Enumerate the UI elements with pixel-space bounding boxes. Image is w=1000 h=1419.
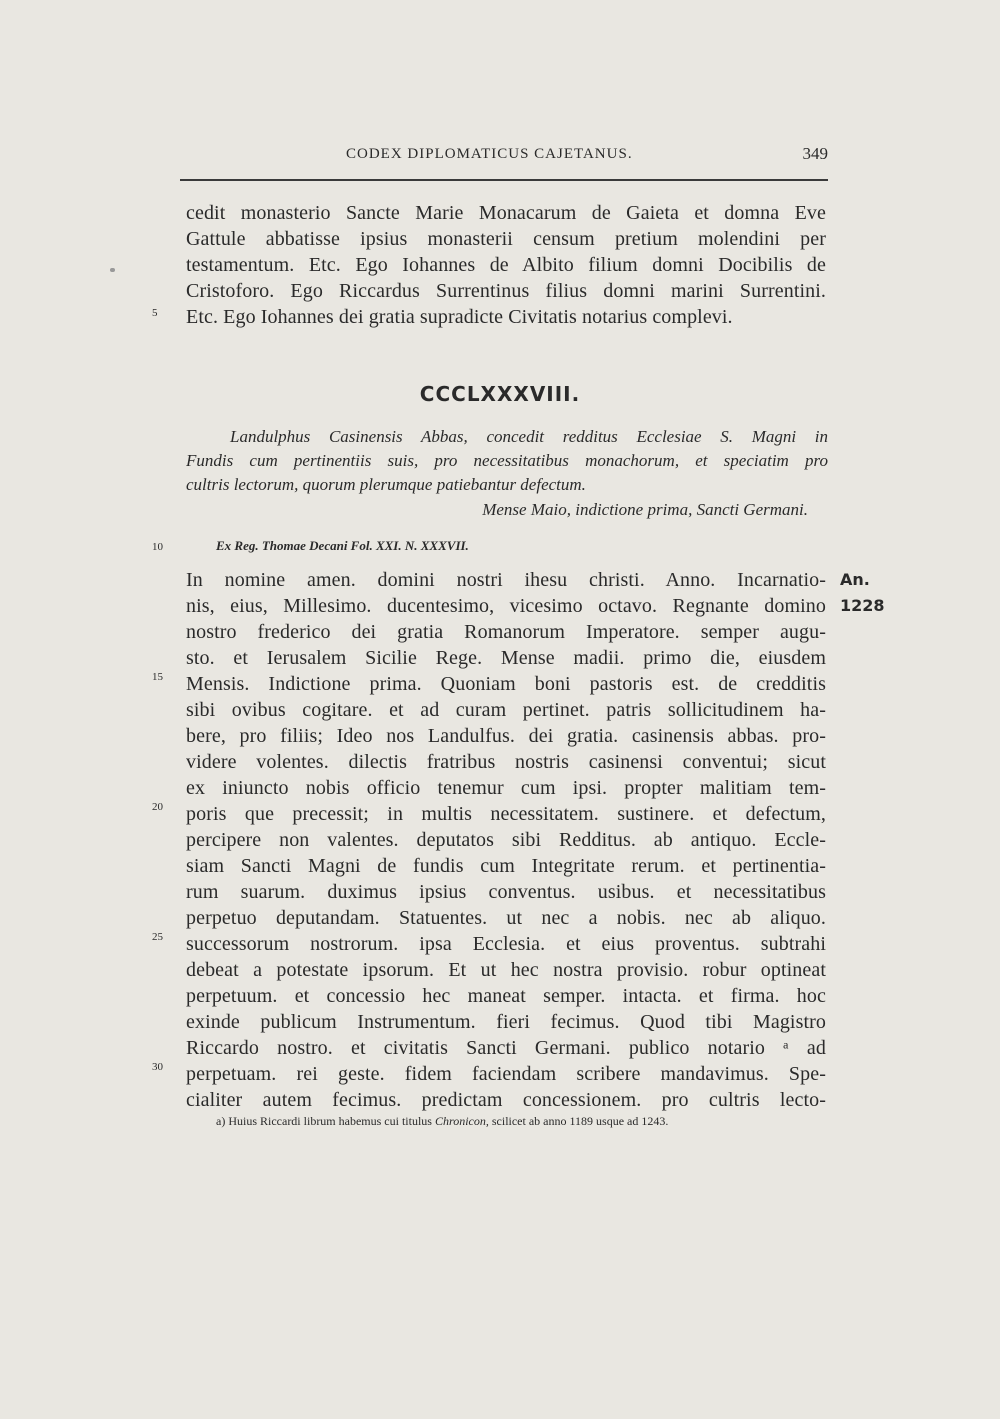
text-line: rum suarum. duximus ipsius conventus. usibus. et necessitatibus [186,881,826,903]
text-line: In nomine amen. domini nostri ihesu christi. Anno. Incarnatio- [186,569,826,591]
page-speck [110,268,115,272]
text-line: bere, pro filiis; Ideo nos Landulfus. dei gratia. casinensis abbas. pro- [186,725,826,747]
document-number-heading: CCCLXXXVIII. [419,382,581,406]
line-number: 20 [152,801,163,813]
text-line: Cristoforo. Ego Riccardus Surrentinus filius domni marini Surrentini. [186,280,826,302]
line-number: 30 [152,1061,163,1073]
line-number: 10 [152,541,163,553]
footnote-title: Chronicon, [434,1114,489,1128]
text-line: Gattule abbatisse ipsius monasterii censum pretium molendini per [186,228,826,250]
text-line: nis, eius, Millesimo. ducentesimo, vicesimo octavo. Regnante domino [186,595,826,617]
footnote-text-end: scilicet ab anno 1189 usque ad 1243. [491,1114,669,1128]
footnote [216,1114,668,1129]
source-reference: Ex Reg. Thomae Decani Fol. XXI. N. XXXVII. [216,538,469,553]
summary-line: cultris lectorum, quorum plerumque patiebantur defectum. [186,475,586,494]
text-line: sto. et Ierusalem Sicilie Rege. Mense madii. primo die, eiusdem [186,647,826,669]
running-head [180,146,828,170]
text-line: nostro frederico dei gratia Romanorum Imperatore. semper augu- [186,621,826,643]
footnote-text: Huius Riccardi librum habemus cui titulus [228,1114,432,1128]
line-number: 5 [152,307,158,319]
text-line: Mensis. Indictione prima. Quoniam boni pastoris est. de credditis [186,673,826,695]
footnote-marker: a) [216,1114,226,1128]
text-line: Riccardo nostro. et civitatis Sancti Germani. publico notario ᵃ ad [186,1037,826,1059]
main-text [186,567,826,1113]
text-line: Etc. Ego Iohannes dei gratia supradicte Civitatis notarius complevi. [186,306,733,328]
text-line: testamentum. Etc. Ego Iohannes de Albito filium domni Docibilis de [186,254,826,276]
text-line: poris que precessit; in multis necessitatem. sustinere. et defectum, [186,803,826,825]
margin-year: 1228 [840,596,885,615]
summary-line: Landulphus Casinensis Abbas, concedit redditus Ecclesiae S. Magni in [230,427,828,446]
running-head-title: CODEX DIPLOMATICUS CAJETANUS. [346,146,633,162]
text-line: percipere non valentes. deputatos sibi Redditus. ab antiquo. Eccle- [186,829,826,851]
text-line: perpetuam. rei geste. fidem faciendam scribere mandavimus. Spe- [186,1063,826,1085]
text-line: perpetuo deputandam. Statuentes. ut nec a nobis. nec ab aliquo. [186,907,826,929]
text-line: cedit monasterio Sancte Marie Monacarum de Gaieta et domna Eve [186,202,826,224]
line-number: 15 [152,671,163,683]
margin-year-label: An. [840,570,870,589]
text-line: siam Sancti Magni de fundis cum Integritate rerum. et pertinentia- [186,855,826,877]
line-number: 25 [152,931,163,943]
text-line: ex iniuncto nobis officio tenemur cum ipsi. propter malitiam tem- [186,777,826,799]
text-line: cialiter autem fecimus. predictam concessionem. pro cultris lecto- [186,1089,826,1111]
text-line: videre volentes. dilectis fratribus nostris casinensi conventui; sicut [186,751,826,773]
top-paragraph [186,200,826,330]
date-line: Mense Maio, indictione prima, Sancti Germani. [482,500,808,519]
document-summary [186,425,828,497]
text-line: sibi ovibus cogitare. et ad curam pertinet. patris sollicitudinem ha- [186,699,826,721]
text-line: exinde publicum Instrumentum. fieri fecimus. Quod tibi Magistro [186,1011,826,1033]
page-number: 349 [802,144,828,163]
text-line: successorum nostrorum. ipsa Ecclesia. et eius proventus. subtrahi [186,933,826,955]
summary-line: Fundis cum pertinentiis suis, pro necessitatibus monachorum, et speciatim pro [186,451,828,470]
text-line: debeat a potestate ipsorum. Et ut hec nostra provisio. robur optineat [186,959,826,981]
text-line: perpetuum. et concessio hec maneat semper. intacta. et firma. hoc [186,985,826,1007]
header-rule [180,179,828,181]
